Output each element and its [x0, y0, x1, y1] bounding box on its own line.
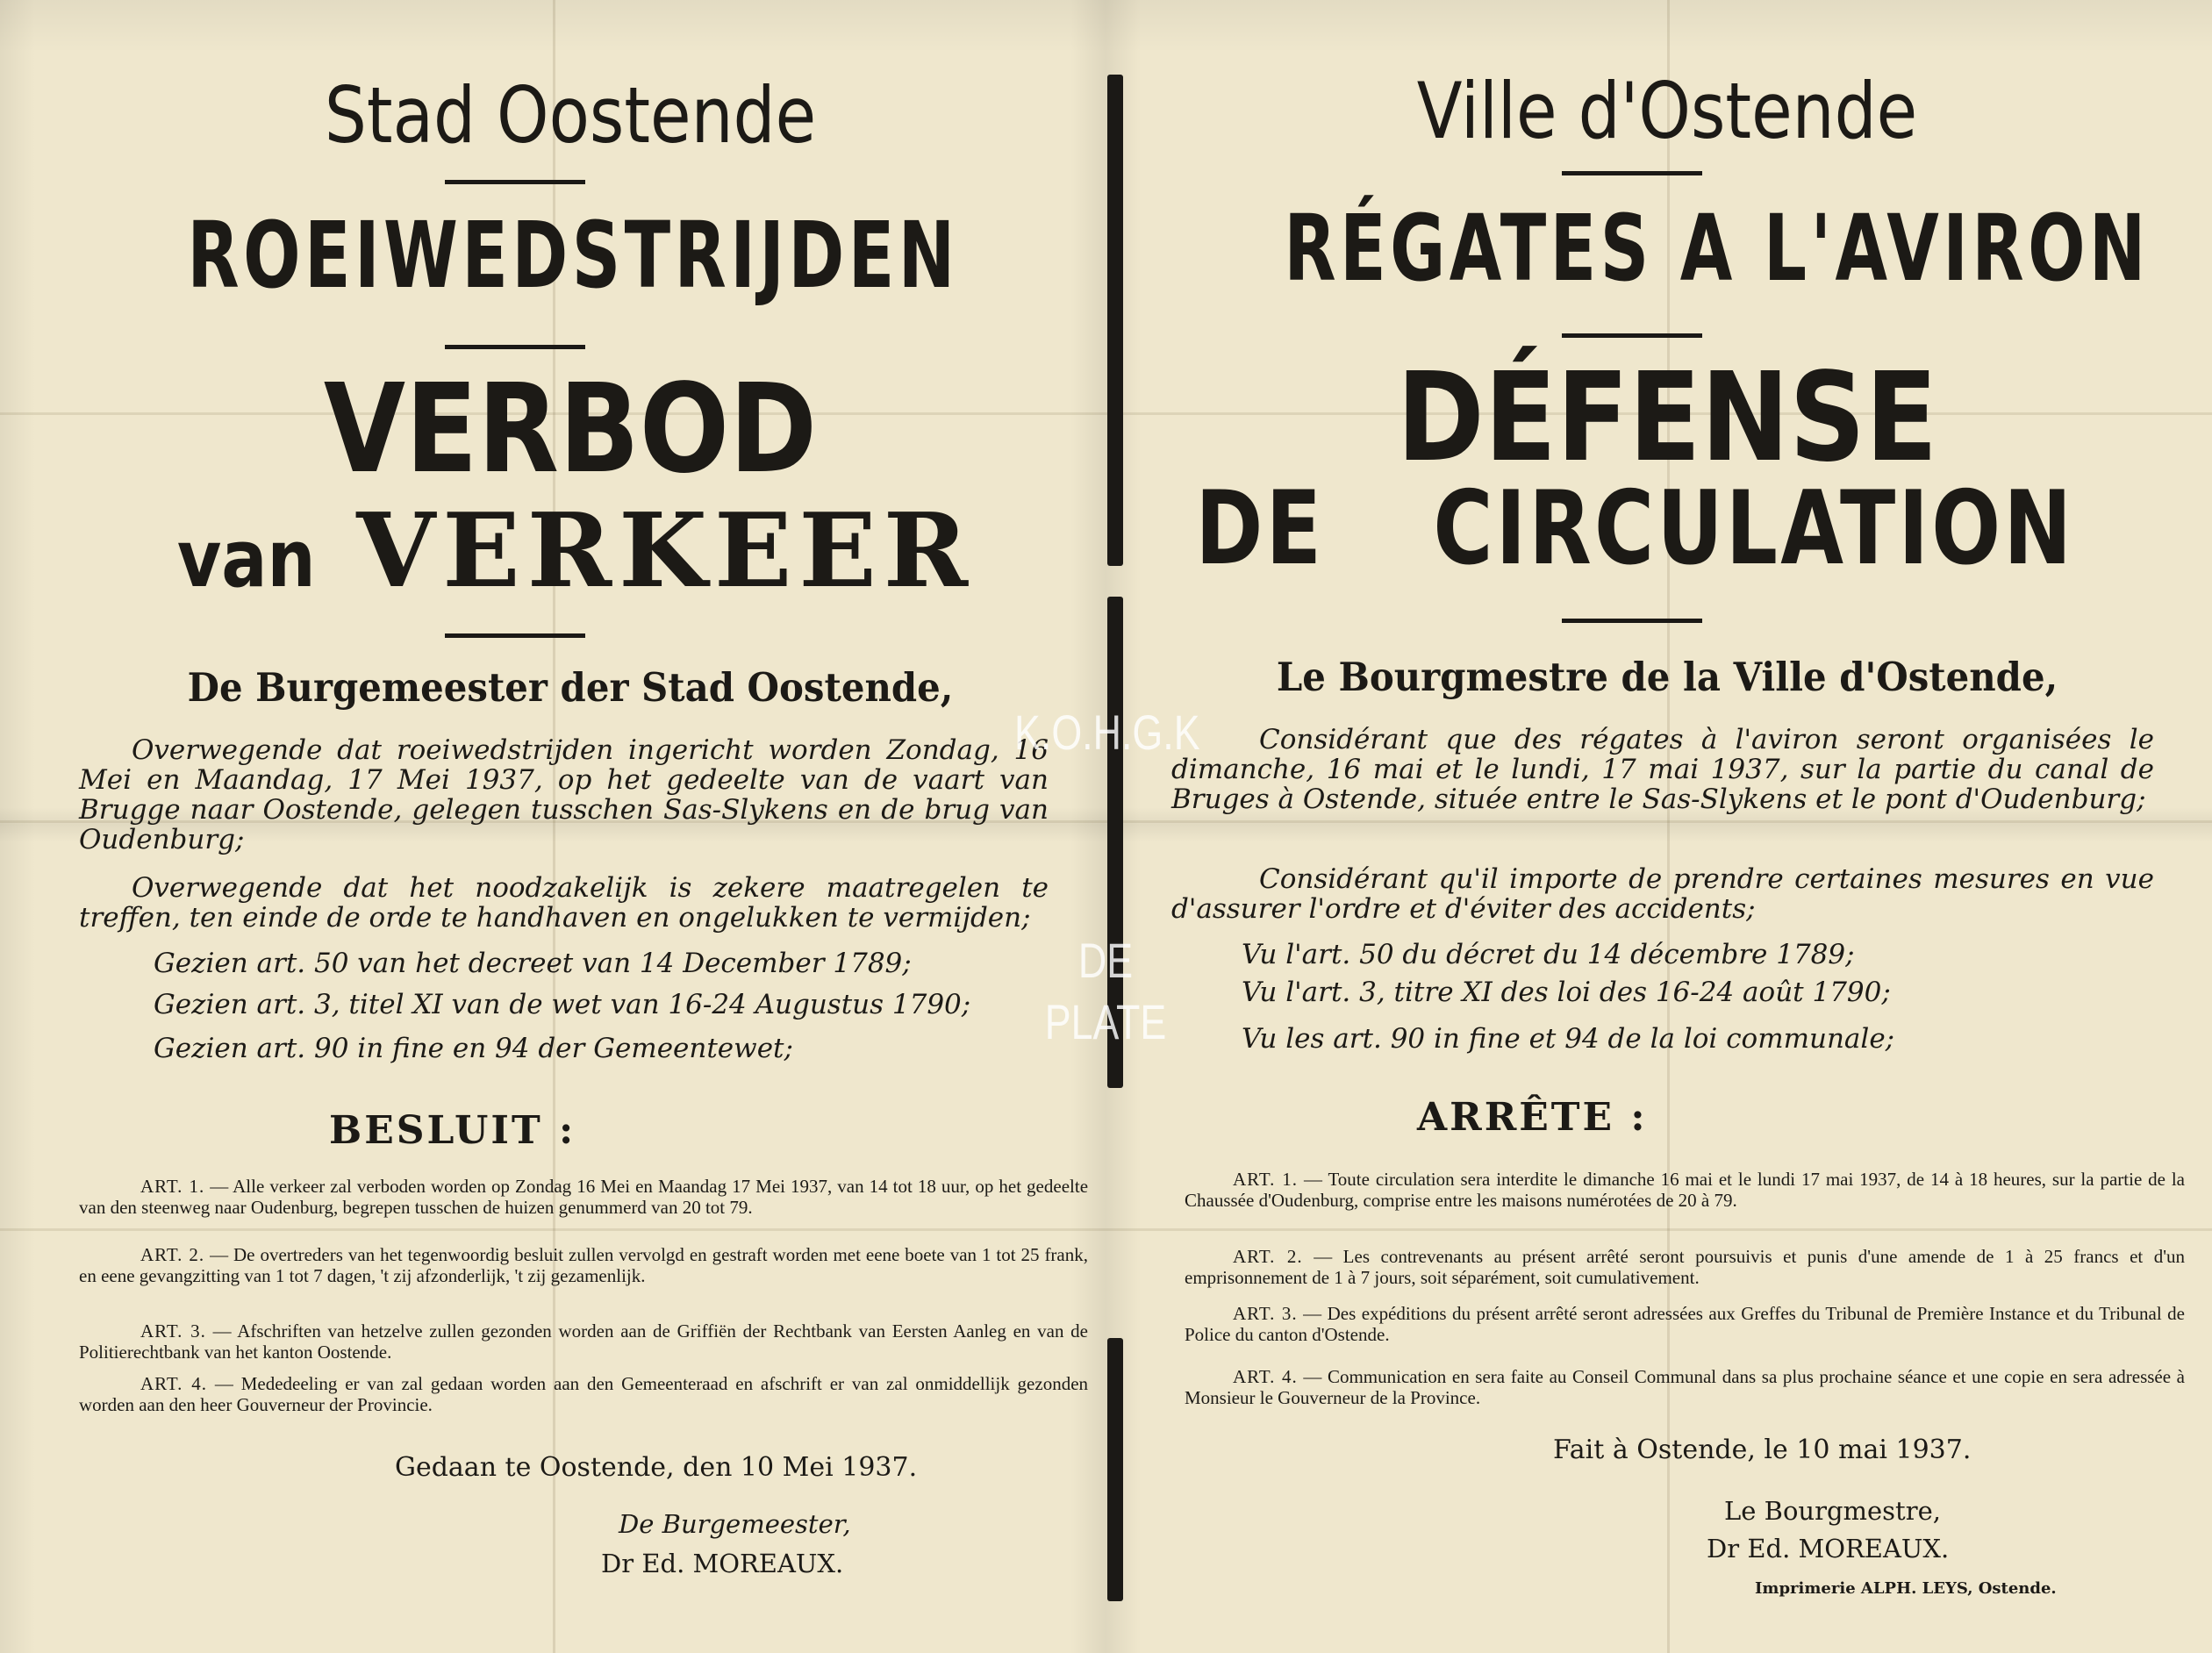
signature-name: Dr Ed. MOREAUX.: [1707, 1534, 1950, 1564]
arrete-heading: ARRÊTE :: [1417, 1095, 1648, 1140]
article-text: — Communication en sera faite au Conseil Communal dans sa plus prochaine séance et une copie en sera adressée à Monsieur le Gouverneur de la Province.: [1185, 1366, 2185, 1408]
article-text: — Mededeeling er van zal gedaan worden aan den Gemeenteraad en afschrift er van zal onmiddellijk gezonden worden aan den heer Gouverneur der Provincie.: [79, 1373, 1089, 1415]
headline-de: DE: [1195, 469, 1325, 588]
article-label: ART. 1.: [1233, 1169, 1299, 1190]
rule: [1562, 171, 1702, 175]
printer-credit: Imprimerie ALPH. LEYS, Ostende.: [1755, 1579, 2057, 1598]
signature-title: De Burgemeester,: [619, 1509, 851, 1539]
done-at: Fait à Ostende, le 10 mai 1937.: [1553, 1435, 1972, 1465]
consideration-1: Overwegende dat roeiwedstrijden ingericht worden Zondag, 16 Mei en Maandag, 17 Mei 1937, op het gedeelte van de vaart van Brugge naar Oostende, gelegen tusschen Sas-Slykens en de brug van Oudenburg;: [79, 734, 1049, 855]
rule: [445, 633, 585, 638]
article-label: ART. 2.: [140, 1244, 205, 1265]
article-label: ART. 1.: [140, 1176, 205, 1197]
headline-verkeer: [53, 491, 1088, 611]
besluit-heading: BESLUIT :: [329, 1108, 576, 1153]
article-label: ART. 3.: [140, 1320, 206, 1342]
city-name: Ville d'Ostende: [1416, 66, 1918, 156]
legal-ref-1: Vu l'art. 50 du décret du 14 décembre 1789;: [1242, 939, 1855, 970]
article-2: [79, 1244, 1088, 1286]
article-2: [1185, 1246, 2185, 1288]
watermark: [991, 702, 1220, 1049]
rule: [1562, 333, 1702, 338]
done-at: Gedaan te Oostende, den 10 Mei 1937.: [395, 1452, 918, 1483]
article-label: ART. 4.: [140, 1373, 208, 1394]
watermark-line: K.O.H.G.K: [1014, 705, 1200, 760]
signature-title: Le Bourgmestre,: [1724, 1496, 1941, 1526]
consideration-1: Considérant que des régates à l'aviron seront organisées le dimanche, 16 mai et le lundi, 17 mai 1937, sur la partie du canal de Bruges à Ostende, située entre le Sas-Slykens et le pont d'Oudenburg;: [1171, 724, 2154, 815]
headline-verbod: VERBOD: [323, 358, 818, 501]
article-text: — De overtreders van het tegenwoordig besluit zullen vervolgd en gestraft worden met eene boete van 1 tot 25 frank, en eene gevangzitting van 1 tot 7 dagen, 't zij afzonderlijk, 't zij gezamenlijk.: [79, 1244, 1088, 1286]
article-4: [79, 1373, 1088, 1415]
article-text: — Des expéditions du présent arrêté seront adressées aux Greffes du Tribunal de Première Instance et du Tribunal de Police du canton d'Ostende.: [1185, 1303, 2186, 1345]
rule: [445, 180, 585, 184]
article-3: [1185, 1303, 2185, 1345]
watermark-line: DE PLATE: [1044, 933, 1167, 1049]
event-title: ROEIWEDSTRIJDEN: [187, 202, 959, 309]
column-divider: [1107, 75, 1123, 566]
article-3: [79, 1320, 1088, 1363]
consideration-2: Overwegende dat het noodzakelijk is zekere maatregelen te treffen, ten einde de orde te handhaven en ongelukken te vermijden;: [79, 872, 1049, 934]
article-1: [79, 1176, 1088, 1218]
french-column: [1149, 0, 2185, 1653]
article-text: — Les contrevenants au présent arrêté seront poursuivis et punis d'une amende de 1 à 25 francs et d'un emprisonnement de 1 à 7 jours, soit séparément, soit cumulativement.: [1185, 1246, 2186, 1288]
article-label: ART. 2.: [1233, 1246, 1303, 1267]
signature-name: Dr Ed. MOREAUX.: [601, 1549, 844, 1578]
legal-ref-3: Vu les art. 90 in fine et 94 de la loi communale;: [1242, 1023, 1895, 1055]
headline-verkeer-word: VERKEER: [356, 491, 976, 611]
legal-ref-2: Gezien art. 3, titel XI van de wet van 16-24 Augustus 1790;: [154, 989, 971, 1020]
article-text: — Afschriften van hetzelve zullen gezonden worden aan de Griffiën der Rechtbank van Eersten Aanleg en van de Politierechtbank van het kanton Oostende.: [79, 1320, 1088, 1363]
consideration-2: Considérant qu'il importe de prendre certaines mesures en vue d'assurer l'ordre et d'éviter des accidents;: [1171, 863, 2154, 925]
article-text: — Toute circulation sera interdite le dimanche 16 mai et le lundi 17 mai 1937, de 14 à 18 heures, sur la partie de la Chaussée d'Oudenburg, comprise entre les maisons numérotées de 20 à 79.: [1185, 1169, 2186, 1211]
legal-ref-3: Gezien art. 90 in fine en 94 der Gemeentewet;: [154, 1033, 793, 1064]
legal-ref-1: Gezien art. 50 van het decreet van 14 December 1789;: [154, 948, 912, 979]
event-title: RÉGATES A L'AVIRON: [1284, 195, 2150, 302]
authority: Le Bourgmestre de la Ville d'Ostende,: [1276, 654, 2058, 700]
dutch-column: [53, 0, 1088, 1653]
headline-defense: DÉFENSE: [1396, 347, 1938, 490]
headline-van: van: [176, 513, 316, 605]
article-label: ART. 3.: [1233, 1303, 1298, 1324]
headline-circulation: [1149, 469, 2185, 588]
authority: De Burgemeester der Stad Oostende,: [187, 664, 954, 711]
rule: [1562, 619, 1702, 623]
city-name: Stad Oostende: [324, 70, 817, 161]
column-divider: [1107, 1338, 1123, 1601]
rule: [445, 345, 585, 349]
article-text: — Alle verkeer zal verboden worden op Zondag 16 Mei en Maandag 17 Mei 1937, van 14 tot 18 uur, op het gedeelte van den steenweg naar Oudenburg, begrepen tusschen de huizen genummerd van 20 tot 79.: [79, 1176, 1089, 1218]
legal-ref-2: Vu l'art. 3, titre XI des loi des 16-24 août 1790;: [1242, 977, 1891, 1008]
article-1: [1185, 1169, 2185, 1211]
headline-circulation-word: CIRCULATION: [1433, 469, 2075, 588]
article-4: [1185, 1366, 2185, 1408]
article-label: ART. 4.: [1233, 1366, 1298, 1387]
